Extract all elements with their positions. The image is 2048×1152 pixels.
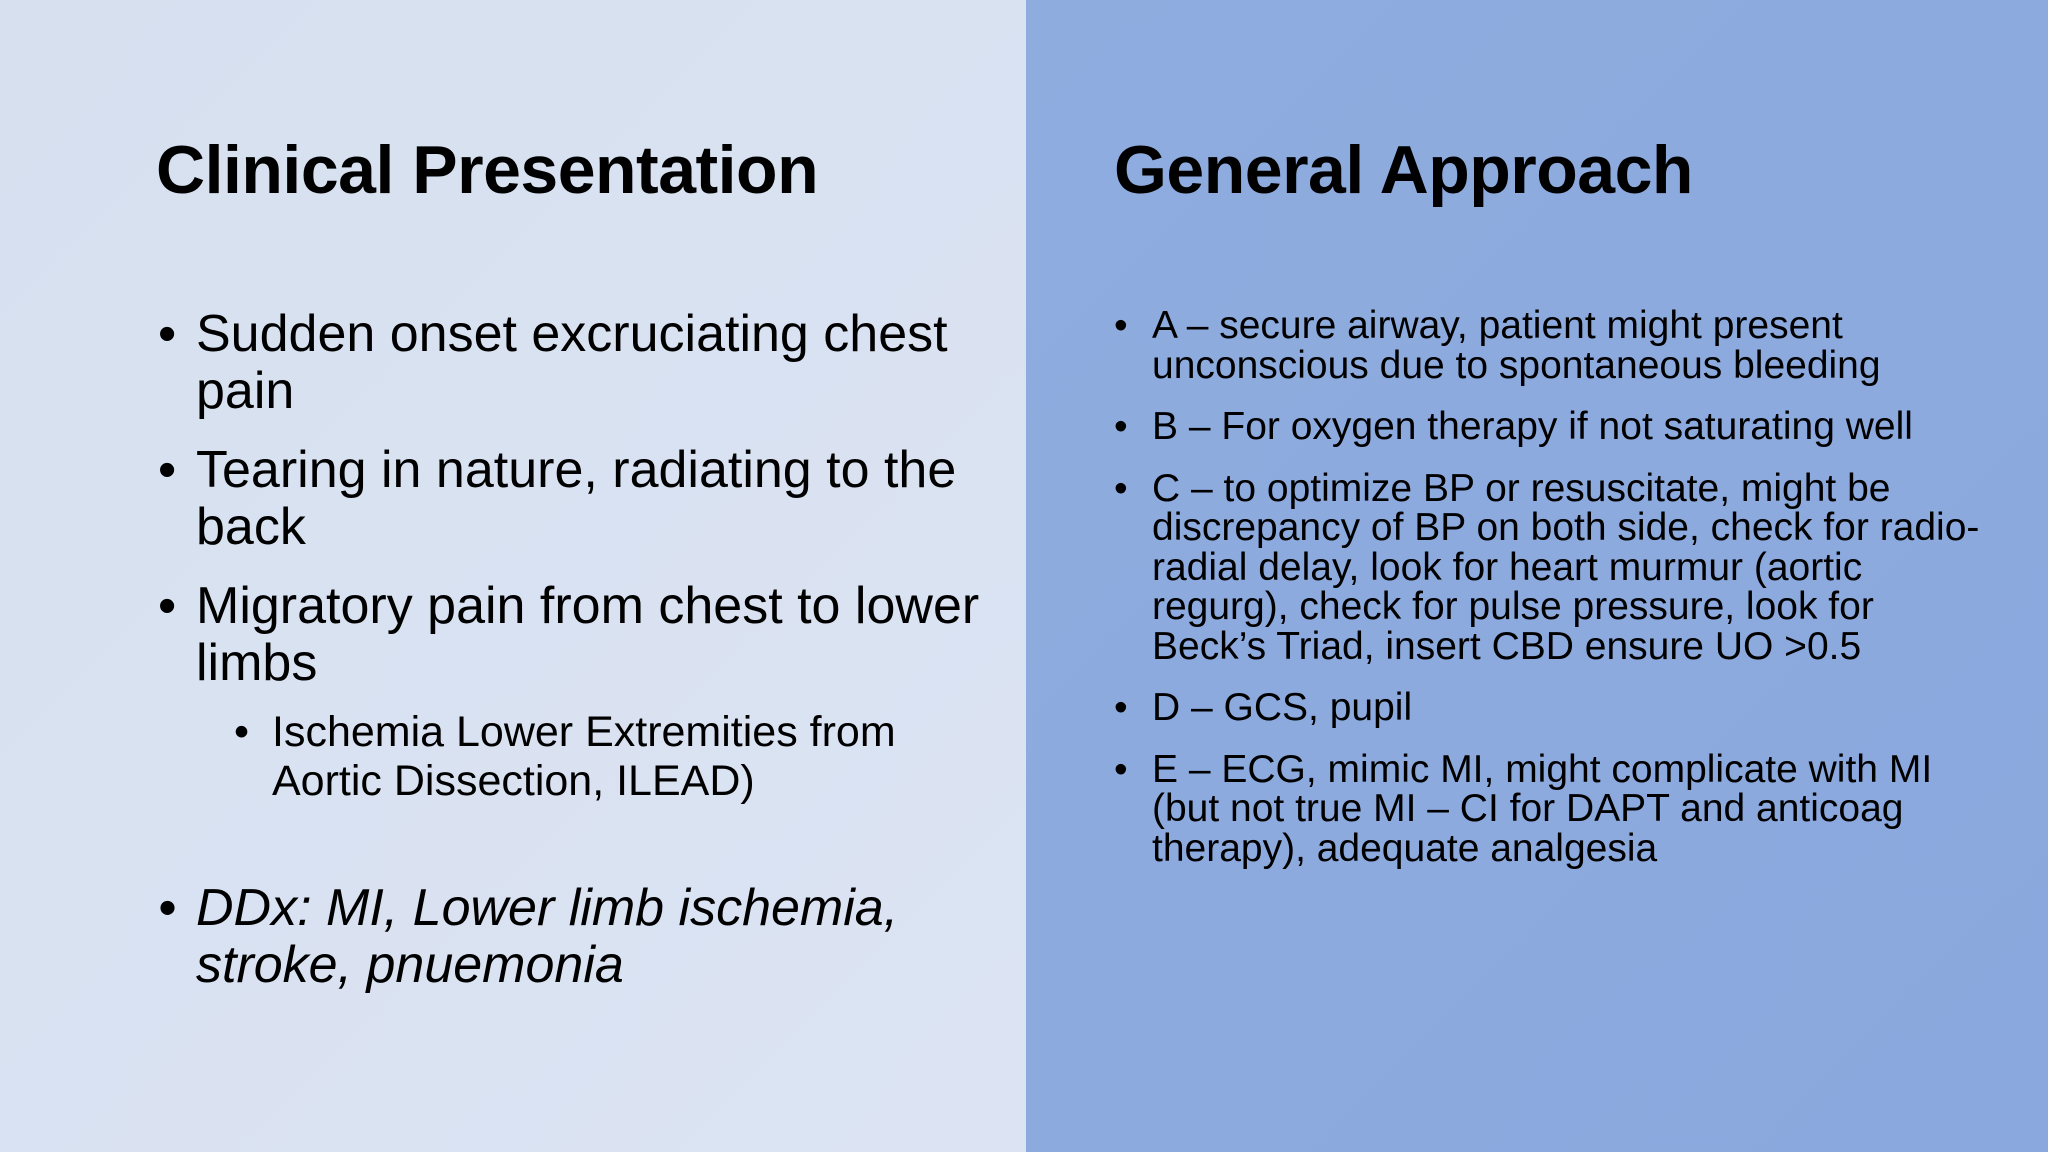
list-item-text: Migratory pain from chest to lower limbs <box>196 577 980 692</box>
bullet-icon: • <box>1114 405 1128 448</box>
bullet-icon: • <box>1114 466 1128 510</box>
list-item <box>1114 306 1994 385</box>
bullet-icon: • <box>1114 304 1128 347</box>
list-item <box>158 306 988 420</box>
left-title: Clinical Presentation <box>156 132 819 208</box>
list-item <box>1114 466 1994 668</box>
clinical-presentation-list <box>158 306 988 1016</box>
bullet-icon: • <box>158 305 177 363</box>
general-approach-list <box>1114 306 1994 890</box>
bullet-icon: • <box>234 708 250 756</box>
list-item <box>158 442 988 556</box>
bullet-icon: • <box>1114 747 1128 791</box>
bullet-icon: • <box>158 577 177 635</box>
list-item-text: Tearing in nature, radiating to the back <box>196 441 957 556</box>
list-item <box>158 578 988 806</box>
bullet-icon: • <box>158 441 177 499</box>
bullet-icon: • <box>158 879 177 937</box>
list-item-text: A – secure airway, patient might present unconscious due to spontaneous bleeding <box>1152 304 1881 387</box>
list-item-text: E – ECG, mimic MI, might complicate with MI (but not true MI – CI for DAPT and anticoag therapy), adequate analgesia <box>1152 747 1933 870</box>
list-item <box>1114 407 1994 447</box>
list-item-text: C – to optimize BP or resuscitate, might be discrepancy of BP on both side, check for radio-radial delay, look for heart murmur (aortic regurg), check for pulse pressure, look for Beck’s Triad, insert CBD ensure UO >0.5 <box>1152 466 1980 668</box>
list-item <box>1114 747 1994 870</box>
right-panel <box>1026 0 2048 1152</box>
ddx-text: DDx: MI, Lower limb ischemia, stroke, pnuemonia <box>196 879 899 994</box>
bullet-icon: • <box>1114 686 1128 729</box>
list-item-text: B – For oxygen therapy if not saturating well <box>1152 405 1913 448</box>
right-title: General Approach <box>1114 132 1693 208</box>
sub-list <box>196 708 988 806</box>
sub-list-item <box>234 708 988 806</box>
list-item <box>1114 688 1994 728</box>
list-item-text: Sudden onset excruciating chest pain <box>196 305 948 420</box>
sub-list-item-text: Ischemia Lower Extremities from Aortic Dissection, ILEAD) <box>272 708 896 805</box>
list-item-text: D – GCS, pupil <box>1152 686 1413 729</box>
ddx-item <box>158 880 988 994</box>
